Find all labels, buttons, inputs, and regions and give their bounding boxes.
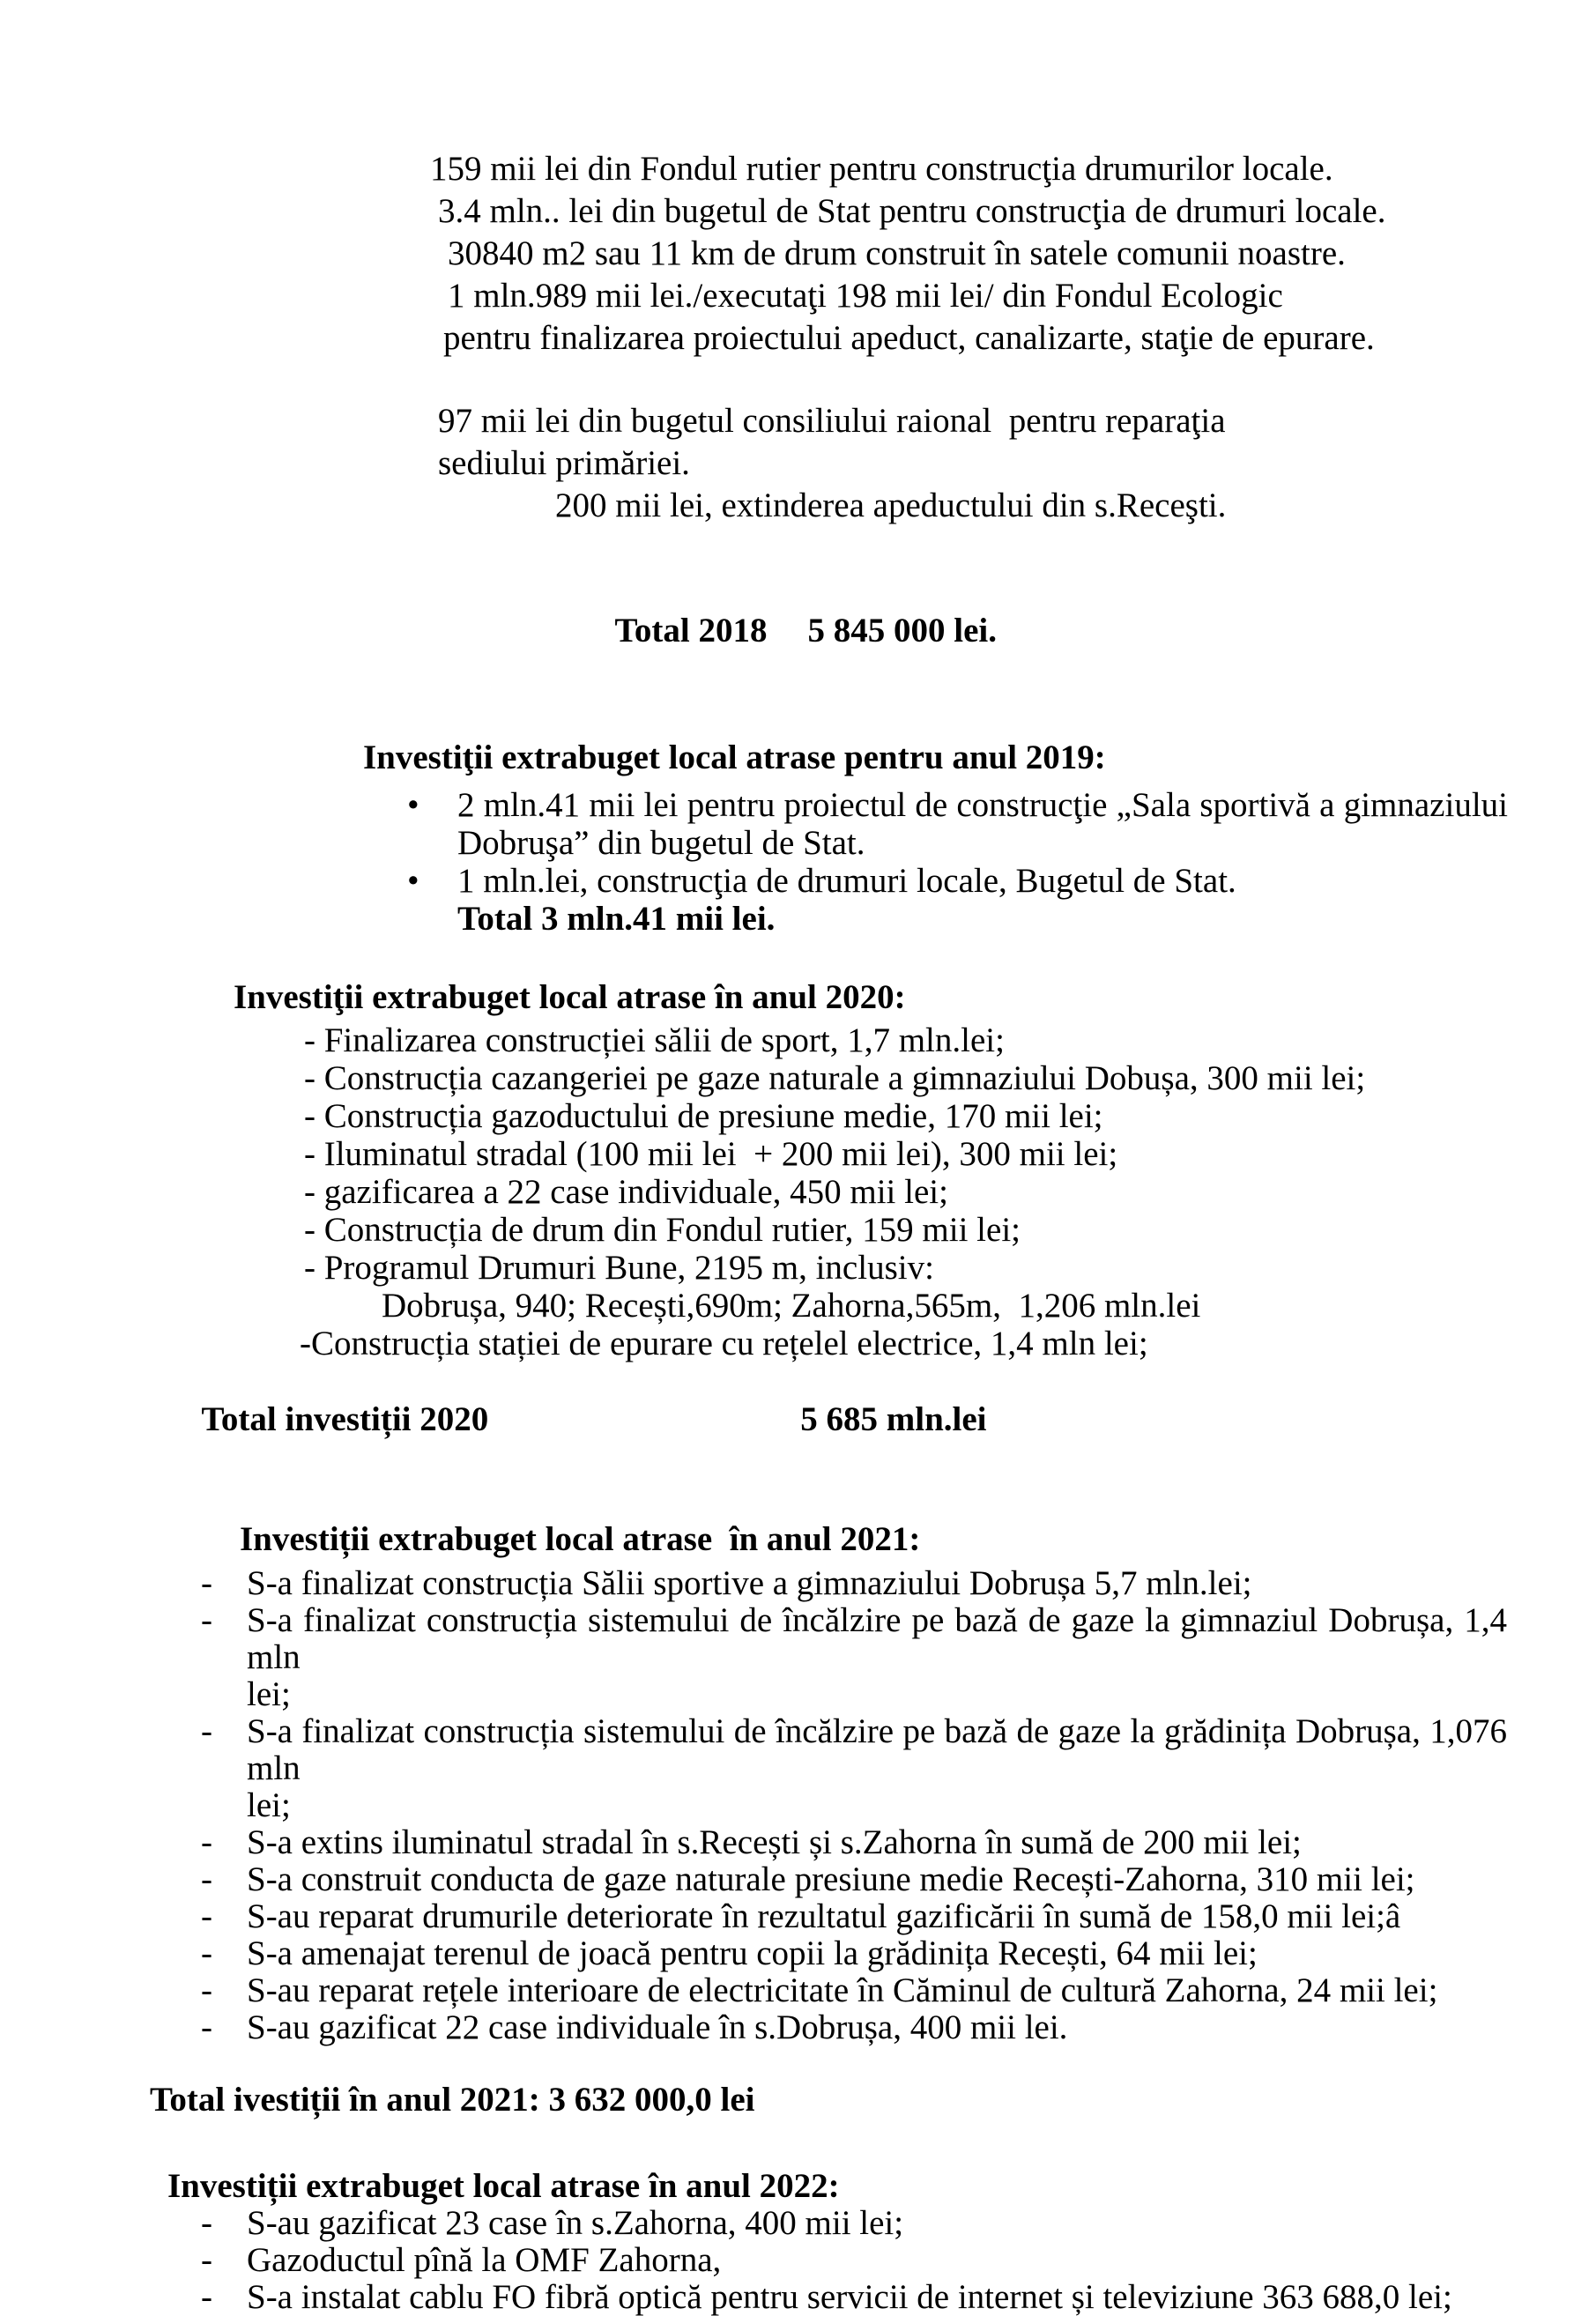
list-item xyxy=(201,2278,1507,2316)
list-item: - gazificarea a 22 case individuale, 450 mii lei; xyxy=(304,1173,948,1211)
list-item xyxy=(201,2241,1507,2279)
dash-icon: - xyxy=(201,1823,212,1861)
list-item xyxy=(201,1897,1507,1935)
dash-icon: - xyxy=(201,2204,212,2242)
list-item xyxy=(201,1971,1507,2009)
heading-2019: Investiţii extrabuget local atrase pentru anul 2019: xyxy=(363,739,1106,776)
paragraph-line: 1 mln.989 mii lei./executaţi 198 mii lei/ din Fondul Ecologic xyxy=(448,277,1283,315)
list-item xyxy=(201,2204,1507,2242)
list-item xyxy=(201,1860,1507,1898)
dash-icon: - xyxy=(201,1712,212,1750)
blank-line xyxy=(0,1476,1596,1520)
paragraph-line: 97 mii lei din bugetul consiliului raional pentru reparaţia xyxy=(438,402,1226,440)
list-item: - Construcția cazangeriei pe gaze naturale a gimnaziului Dobușa, 300 mii lei; xyxy=(304,1059,1366,1097)
list-item: - Programul Drumuri Bune, 2195 m, inclusiv: xyxy=(304,1249,934,1287)
list-item xyxy=(201,1712,1507,1824)
list-item-text: S-a construit conducta de gaze naturale presiune medie Recești-Zahorna, 310 mii lei; xyxy=(247,1860,1415,1898)
list-item-text: S-au reparat drumurile deteriorate în rezultatul gazificării în sumă de 158,0 mii lei;â xyxy=(247,1897,1401,1935)
list-item xyxy=(201,2008,1507,2046)
dash-icon: - xyxy=(201,2008,212,2046)
total-2020-line xyxy=(150,1362,1596,1476)
total-2018-line xyxy=(563,568,1596,694)
dash-icon: - xyxy=(201,1934,212,1972)
list-item xyxy=(201,1601,1507,1713)
list-item: - Finalizarea construcției sălii de sport, 1,7 mln.lei; xyxy=(304,1021,1005,1059)
paragraph-line: 30840 m2 sau 11 km de drum construit în satele comunii noastre. xyxy=(448,234,1346,272)
list-item: -Construcția stației de epurare cu rețelel electrice, 1,4 mln lei; xyxy=(300,1325,1148,1362)
dash-icon: - xyxy=(201,1971,212,2009)
total-2020-value: 5 685 mln.lei xyxy=(800,1400,987,1438)
paragraph-line: 159 mii lei din Fondul rutier pentru construcţia drumurilor locale. xyxy=(430,150,1333,188)
list-item-text: S-a extins iluminatul stradal în s.Recești și s.Zahorna în sumă de 200 mii lei; xyxy=(247,1823,1302,1861)
dash-icon: - xyxy=(201,1564,212,1602)
total-2018-value: 5 845 000 lei. xyxy=(807,612,997,650)
bullet-icon: • xyxy=(407,786,419,824)
total-2019-line: Total 3 mln.41 mii lei. xyxy=(457,900,776,938)
list-item-text: 2 mln.41 mii lei pentru proiectul de construcţie „Sala sportivă a gimnaziului Dobruşa” din bugetul de Stat. xyxy=(457,786,1508,862)
list-item xyxy=(201,1823,1507,1861)
total-2018-label: Total 2018 xyxy=(614,612,768,650)
dash-icon: - xyxy=(201,1897,212,1935)
dash-icon: - xyxy=(201,1601,212,1639)
total-2020-label: Total investiții 2020 xyxy=(201,1400,489,1438)
paragraph-line: pentru finalizarea proiectului apeduct, canalizarte, staţie de epurare. xyxy=(443,319,1375,357)
heading-2022: Investiții extrabuget local atrase în anul 2022: xyxy=(167,2167,840,2205)
list-item: - Iluminatul stradal (100 mii lei + 200 mii lei), 300 mii lei; xyxy=(304,1135,1118,1173)
list-item: - Construcția de drum din Fondul rutier, 159 mii lei; xyxy=(304,1211,1021,1249)
list-item xyxy=(407,786,1508,862)
list-item-text: S-au gazificat 23 case în s.Zahorna, 400 mii lei; xyxy=(247,2204,904,2242)
list-item-text: S-a finalizat construcția Sălii sportive a gimnaziului Dobrușa 5,7 mln.lei; xyxy=(247,1564,1252,1602)
spacer xyxy=(0,779,1596,786)
list-sub-item: Dobrușa, 940; Recești,690m; Zahorna,565m, 1,206 mln.lei xyxy=(382,1287,1201,1325)
list-item-text: 1 mln.lei, construcţia de drumuri locale, Bugetul de Stat. xyxy=(457,862,1236,900)
section-2018 xyxy=(0,148,1596,694)
dash-icon: - xyxy=(201,1860,212,1898)
list-item xyxy=(407,862,1508,900)
section-2019 xyxy=(0,694,1596,938)
list-item-text: S-a finalizat construcția sistemului de încălzire pe bază de gaze la gimnaziul Dobrușa, 1,4 mln lei; xyxy=(247,1601,1507,1713)
blank-line xyxy=(0,527,1596,568)
section-2022 xyxy=(0,2119,1596,2316)
section-2020 xyxy=(0,938,1596,1476)
section-2021 xyxy=(0,1476,1596,2119)
paragraph-line: 200 mii lei, extinderea apeductului din s.Receşti. xyxy=(555,486,1227,524)
list-item-text: Gazoductul pînă la OMF Zahorna, xyxy=(247,2241,722,2279)
list-item-text: S-a finalizat construcția sistemului de încălzire pe bază de gaze la grădinița Dobrușa, 1,076 mln lei; xyxy=(247,1712,1507,1824)
dash-icon: - xyxy=(201,2278,212,2316)
blank-line xyxy=(0,694,1596,737)
total-2021-line: Total ivestiții în anul 2021: 3 632 000,0 lei xyxy=(150,2081,755,2119)
blank-line xyxy=(0,2046,1596,2082)
heading-2020: Investiţii extrabuget local atrase în anul 2020: xyxy=(234,978,906,1016)
list-item: - Construcția gazoductului de presiune medie, 170 mii lei; xyxy=(304,1097,1103,1135)
bullet-icon: • xyxy=(407,862,419,900)
dash-icon: - xyxy=(201,2241,212,2279)
list-item-text: S-a instalat cablu FO fibră optică pentru servicii de internet și televiziune 363 688,0 lei; xyxy=(247,2278,1452,2316)
paragraph-line: 3.4 mln.. lei din bugetul de Stat pentru construcţia de drumuri locale. xyxy=(438,192,1386,230)
list-item xyxy=(201,1934,1507,1972)
blank-line xyxy=(0,938,1596,978)
heading-2021: Investiții extrabuget local atrase în anul 2021: xyxy=(240,1520,921,1558)
blank-line xyxy=(0,360,1596,400)
list-item xyxy=(201,1564,1507,1602)
list-item-text: S-au reparat rețele interioare de electricitate în Căminul de cultură Zahorna, 24 mii lei; xyxy=(247,1971,1438,2009)
blank-line xyxy=(0,2119,1596,2168)
paragraph-line: sediului primăriei. xyxy=(438,444,690,482)
list-item-text: S-a amenajat terenul de joacă pentru copii la grădinița Recești, 64 mii lei; xyxy=(247,1934,1258,1972)
list-item-text: S-au gazificat 22 case individuale în s.Dobrușa, 400 mii lei. xyxy=(247,2008,1068,2046)
